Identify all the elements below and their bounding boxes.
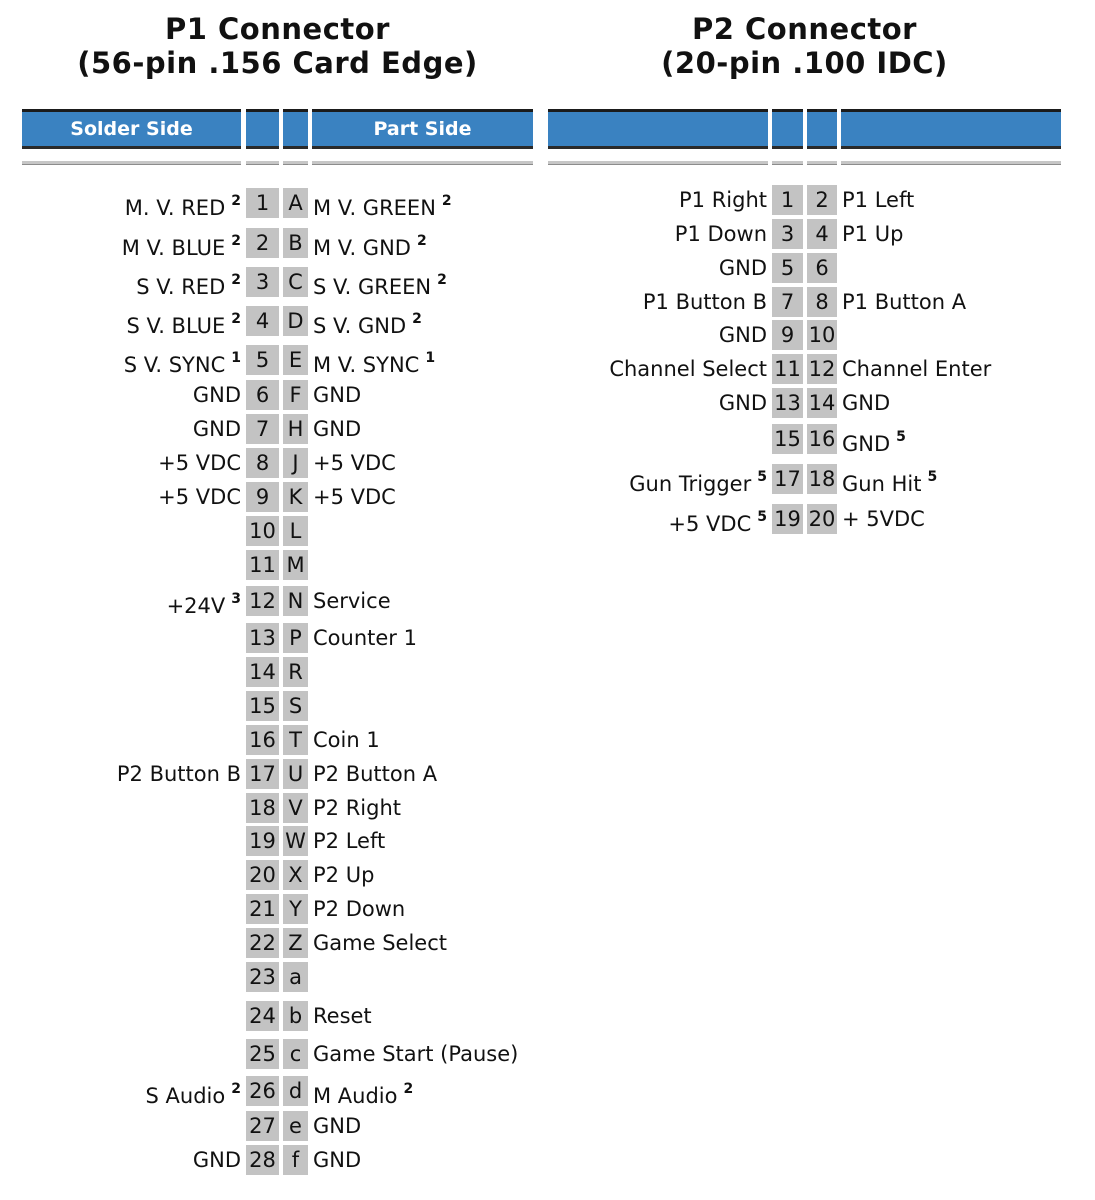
p2-pin-row <box>0 320 1095 350</box>
p1-part-side-header: Part Side <box>312 112 533 146</box>
p1-pin-number: 20 <box>246 860 279 890</box>
footnote-marker: 5 <box>927 469 938 485</box>
signal-text: +5 VDC <box>158 451 241 475</box>
p2-right-signal <box>842 464 1064 499</box>
p2-right-signal <box>842 354 1064 384</box>
p1-separator <box>283 161 308 165</box>
footnote-marker: 2 <box>231 272 241 288</box>
p2-pin-a: 15 <box>772 424 803 454</box>
signal-text: M V. SYNC <box>313 353 420 377</box>
p1-solder-side-signal <box>22 586 241 621</box>
p1-pin-letter: a <box>283 962 308 992</box>
p1-pin-letter: S <box>283 691 308 721</box>
p2-pin-a: 17 <box>772 464 803 494</box>
signal-text: P2 Button A <box>313 762 438 786</box>
p1-pin-row <box>0 623 1095 653</box>
p1-pin-row <box>0 962 1095 992</box>
p2-header-shadow <box>772 146 803 149</box>
p1-pin-letter: Z <box>283 928 308 958</box>
p2-right-signal <box>842 504 1064 534</box>
p2-left-header <box>548 112 768 146</box>
p1-pin-number: 17 <box>246 759 279 789</box>
p2-pin-b: 10 <box>807 320 837 350</box>
signal-text: Coin 1 <box>313 728 380 752</box>
signal-text: +5 VDC <box>313 485 396 509</box>
signal-text: Service <box>313 589 391 613</box>
footnote-marker: 2 <box>231 1081 241 1097</box>
p1-pin-number: 3 <box>246 267 279 297</box>
signal-text: GND <box>192 383 241 407</box>
p1-pin-number: 13 <box>246 623 279 653</box>
p1-pin-row <box>0 826 1095 856</box>
footnote-marker: 2 <box>403 1081 414 1097</box>
p2-pin-a: 9 <box>772 320 803 350</box>
p1-solder-side-signal <box>22 1145 241 1175</box>
signal-text: GND <box>313 383 362 407</box>
p1-pin-letter: Y <box>283 894 308 924</box>
p1-pin-letter: U <box>283 759 308 789</box>
p1-pin-letter: W <box>283 826 308 856</box>
p1-pin-row <box>0 759 1095 789</box>
p2-pin-a: 1 <box>772 185 803 215</box>
signal-text: Reset <box>313 1004 372 1028</box>
p2-pin-b: 16 <box>807 424 837 454</box>
footnote-marker: 2 <box>437 272 447 288</box>
p1-pin-number: 6 <box>246 380 279 410</box>
signal-text: M V. GND <box>313 236 411 260</box>
p1-pin-letter: K <box>283 482 308 512</box>
signal-text: P2 Up <box>313 863 375 887</box>
p1-pin-number: 25 <box>246 1039 279 1069</box>
signal-text: S V. BLUE <box>126 314 226 338</box>
p1-pin-letter: P <box>283 623 308 653</box>
p2-pin-b: 6 <box>807 253 837 283</box>
signal-text: M Audio <box>313 1084 398 1108</box>
p1-pin-letter: M <box>283 550 308 580</box>
p1-pin-number: 26 <box>246 1076 279 1106</box>
p1-pin-number: 15 <box>246 691 279 721</box>
p1-pin-row <box>0 586 1095 616</box>
p1-part-side-signal <box>313 826 535 856</box>
p1-solder-side-signal <box>22 759 241 789</box>
p1-pin-letter: N <box>283 586 308 616</box>
p2-right-signal <box>842 424 1064 459</box>
p2-left-signal <box>548 253 767 283</box>
p1-pin-row <box>0 1076 1095 1106</box>
p1-pin-number: 5 <box>246 345 279 375</box>
signal-text: P1 Left <box>842 188 915 212</box>
p2-title-line2: (20-pin .100 IDC) <box>661 46 948 80</box>
signal-text: GND <box>842 391 891 415</box>
signal-text: Gun Hit <box>842 472 922 496</box>
signal-text: P1 Button B <box>642 290 767 314</box>
p2-pin-b: 12 <box>807 354 837 384</box>
signal-text: GND <box>313 1148 362 1172</box>
p1-pin-number: 24 <box>246 1001 279 1031</box>
footnote-marker: 2 <box>416 233 427 249</box>
p1-part-side-signal <box>313 894 535 924</box>
signal-text: M V. BLUE <box>121 236 226 260</box>
signal-text: P1 Up <box>842 222 904 246</box>
p1-connector-title <box>22 12 533 80</box>
p2-right-signal <box>842 219 1064 249</box>
p1-separator <box>22 161 241 165</box>
p2-left-signal <box>548 388 767 418</box>
p1-pin-letter: R <box>283 657 308 687</box>
p1-title-line2: (56-pin .156 Card Edge) <box>77 46 478 80</box>
p1-pin-row <box>0 928 1095 958</box>
p1-pin-letter: V <box>283 793 308 823</box>
p2-pin-row <box>0 388 1095 418</box>
p1-pin-number: 1 <box>246 188 279 218</box>
p1-header-shadow <box>22 146 241 149</box>
footnote-marker: 3 <box>231 591 241 607</box>
p2-pin-b: 8 <box>807 287 837 317</box>
p2-header-shadow <box>841 146 1061 149</box>
signal-text: S V. RED <box>136 275 226 299</box>
signal-text: Counter 1 <box>313 626 417 650</box>
p1-pin-number: 10 <box>246 516 279 546</box>
p2-pin-row <box>0 354 1095 384</box>
p2-pin-b: 4 <box>807 219 837 249</box>
p2-left-signal <box>548 219 767 249</box>
footnote-marker: 2 <box>441 193 452 209</box>
p1-pin-letter: A <box>283 188 308 218</box>
signal-text: Channel Enter <box>842 357 992 381</box>
footnote-marker: 2 <box>231 233 241 249</box>
p1-pin-number: 27 <box>246 1111 279 1141</box>
signal-text: M. V. RED <box>124 196 226 220</box>
p1-part-side-signal <box>313 1076 535 1111</box>
p1-pin-letter: D <box>283 306 308 336</box>
p2-separator <box>807 161 837 165</box>
p1-pin-row <box>0 894 1095 924</box>
signal-text: S V. GREEN <box>313 275 432 299</box>
p1-solder-side-signal <box>22 1076 241 1111</box>
signal-text: Game Start (Pause) <box>313 1042 519 1066</box>
signal-text: M V. GREEN <box>313 196 436 220</box>
p1-separator <box>312 161 533 165</box>
signal-text: P1 Button A <box>842 290 967 314</box>
p2-pin-b-header <box>807 112 837 146</box>
p1-header-shadow <box>246 146 279 149</box>
signal-text: + 5VDC <box>842 507 925 531</box>
p1-pin-number: 21 <box>246 894 279 924</box>
signal-text: P1 Right <box>679 188 767 212</box>
footnote-marker: 1 <box>425 350 436 366</box>
p2-pin-b: 2 <box>807 185 837 215</box>
p1-pin-letter-header <box>283 112 308 146</box>
signal-text: P2 Down <box>313 897 406 921</box>
p2-separator <box>548 161 768 165</box>
p1-pin-letter: c <box>283 1039 308 1069</box>
p1-pin-letter: d <box>283 1076 308 1106</box>
footnote-marker: 5 <box>896 429 906 445</box>
footnote-marker: 1 <box>231 350 241 366</box>
p2-pin-row <box>0 219 1095 249</box>
p1-pin-letter: F <box>283 380 308 410</box>
p1-pin-number: 23 <box>246 962 279 992</box>
signal-text: S Audio <box>145 1084 226 1108</box>
footnote-marker: 2 <box>231 311 241 327</box>
p1-pin-number: 28 <box>246 1145 279 1175</box>
p2-pin-b: 18 <box>807 464 837 494</box>
signal-text: +24V <box>166 594 226 618</box>
p1-pin-letter: C <box>283 267 308 297</box>
p2-connector-title <box>548 12 1061 80</box>
p1-pin-letter: e <box>283 1111 308 1141</box>
p2-right-signal <box>842 287 1064 317</box>
p1-pin-number: 4 <box>246 306 279 336</box>
signal-text: S V. SYNC <box>123 353 226 377</box>
signal-text: +5 VDC <box>158 485 241 509</box>
p1-pin-number: 22 <box>246 928 279 958</box>
signal-text: GND <box>718 391 767 415</box>
p1-title-line1: P1 Connector <box>165 12 390 46</box>
p1-solder-side-header: Solder Side <box>22 112 241 146</box>
p2-left-signal <box>548 354 767 384</box>
p1-pin-row <box>0 860 1095 890</box>
p2-header-shadow <box>807 146 837 149</box>
p1-pin-row <box>0 550 1095 580</box>
p1-pin-number: 12 <box>246 586 279 616</box>
signal-text: GND <box>718 323 767 347</box>
signal-text: P2 Right <box>313 796 401 820</box>
p2-left-signal <box>548 464 767 499</box>
p1-pin-row <box>0 1001 1095 1031</box>
p1-part-side-signal <box>313 586 535 616</box>
signal-text: +5 VDC <box>313 451 396 475</box>
p2-right-signal <box>842 388 1064 418</box>
p2-pin-row <box>0 504 1095 534</box>
p2-separator <box>841 161 1061 165</box>
signal-text: Game Select <box>313 931 447 955</box>
p1-part-side-signal <box>313 1001 535 1031</box>
p2-pin-row <box>0 464 1095 494</box>
p1-header-shadow <box>312 146 533 149</box>
p2-left-signal <box>548 320 767 350</box>
p1-pin-number: 16 <box>246 725 279 755</box>
p2-title-line1: P2 Connector <box>692 12 917 46</box>
p1-pin-row <box>0 793 1095 823</box>
signal-text: GND <box>313 1114 362 1138</box>
p1-pin-number: 11 <box>246 550 279 580</box>
p1-part-side-signal <box>313 793 535 823</box>
p1-pin-number: 7 <box>246 414 279 444</box>
p2-pin-a-header <box>772 112 803 146</box>
signal-text: GND <box>313 417 362 441</box>
p1-pin-row <box>0 725 1095 755</box>
p1-pin-row <box>0 657 1095 687</box>
p1-pin-number: 9 <box>246 482 279 512</box>
signal-text: GND <box>192 1148 241 1172</box>
signal-text: Gun Trigger <box>629 472 752 496</box>
signal-text: P2 Button B <box>116 762 241 786</box>
p1-part-side-signal <box>313 1111 535 1141</box>
signal-text: P2 Left <box>313 829 386 853</box>
p2-pin-a: 13 <box>772 388 803 418</box>
p2-pin-a: 11 <box>772 354 803 384</box>
p1-pin-number-header <box>246 112 279 146</box>
p2-left-signal <box>548 504 767 539</box>
p2-pin-row <box>0 253 1095 283</box>
p2-pin-row <box>0 287 1095 317</box>
p1-separator <box>246 161 279 165</box>
p1-part-side-signal <box>313 1145 535 1175</box>
signal-text: GND <box>842 432 891 456</box>
signal-text: Channel Select <box>609 357 767 381</box>
p1-pin-letter: B <box>283 228 308 258</box>
p2-header-shadow <box>548 146 768 149</box>
p2-pin-b: 14 <box>807 388 837 418</box>
p1-pin-number: 19 <box>246 826 279 856</box>
signal-text: GND <box>718 256 767 280</box>
p2-pin-b: 20 <box>807 504 837 534</box>
p1-pin-letter: T <box>283 725 308 755</box>
p2-left-signal <box>548 287 767 317</box>
p2-pin-a: 19 <box>772 504 803 534</box>
p1-pin-letter: f <box>283 1145 308 1175</box>
p2-separator <box>772 161 803 165</box>
p1-pin-row <box>0 1111 1095 1141</box>
p2-left-signal <box>548 185 767 215</box>
p2-pin-a: 5 <box>772 253 803 283</box>
p2-pin-row <box>0 185 1095 215</box>
p1-pin-number: 18 <box>246 793 279 823</box>
footnote-marker: 2 <box>412 311 422 327</box>
p1-pin-row <box>0 1039 1095 1069</box>
p1-part-side-signal <box>313 725 535 755</box>
p2-right-signal <box>842 185 1064 215</box>
p2-right-header <box>841 112 1061 146</box>
p1-pin-number: 2 <box>246 228 279 258</box>
p1-pin-letter: E <box>283 345 308 375</box>
p1-part-side-signal <box>313 1039 535 1069</box>
footnote-marker: 5 <box>757 509 767 525</box>
p2-pin-a: 7 <box>772 287 803 317</box>
p1-pin-letter: L <box>283 516 308 546</box>
p2-pin-a: 3 <box>772 219 803 249</box>
p1-header-shadow <box>283 146 308 149</box>
p1-pin-letter: H <box>283 414 308 444</box>
signal-text: GND <box>192 417 241 441</box>
p1-pin-letter: X <box>283 860 308 890</box>
signal-text: +5 VDC <box>668 512 752 536</box>
p1-part-side-signal <box>313 623 535 653</box>
footnote-marker: 2 <box>231 193 241 209</box>
signal-text: S V. GND <box>313 314 407 338</box>
p1-pin-row <box>0 1145 1095 1175</box>
p2-pin-row <box>0 424 1095 454</box>
p1-pin-number: 8 <box>246 448 279 478</box>
p1-part-side-signal <box>313 860 535 890</box>
signal-text: P1 Down <box>674 222 767 246</box>
footnote-marker: 5 <box>757 469 767 485</box>
p1-part-side-signal <box>313 759 535 789</box>
p1-pin-letter: b <box>283 1001 308 1031</box>
p1-pin-letter: J <box>283 448 308 478</box>
p1-pin-row <box>0 691 1095 721</box>
p1-pin-number: 14 <box>246 657 279 687</box>
p1-part-side-signal <box>313 928 535 958</box>
